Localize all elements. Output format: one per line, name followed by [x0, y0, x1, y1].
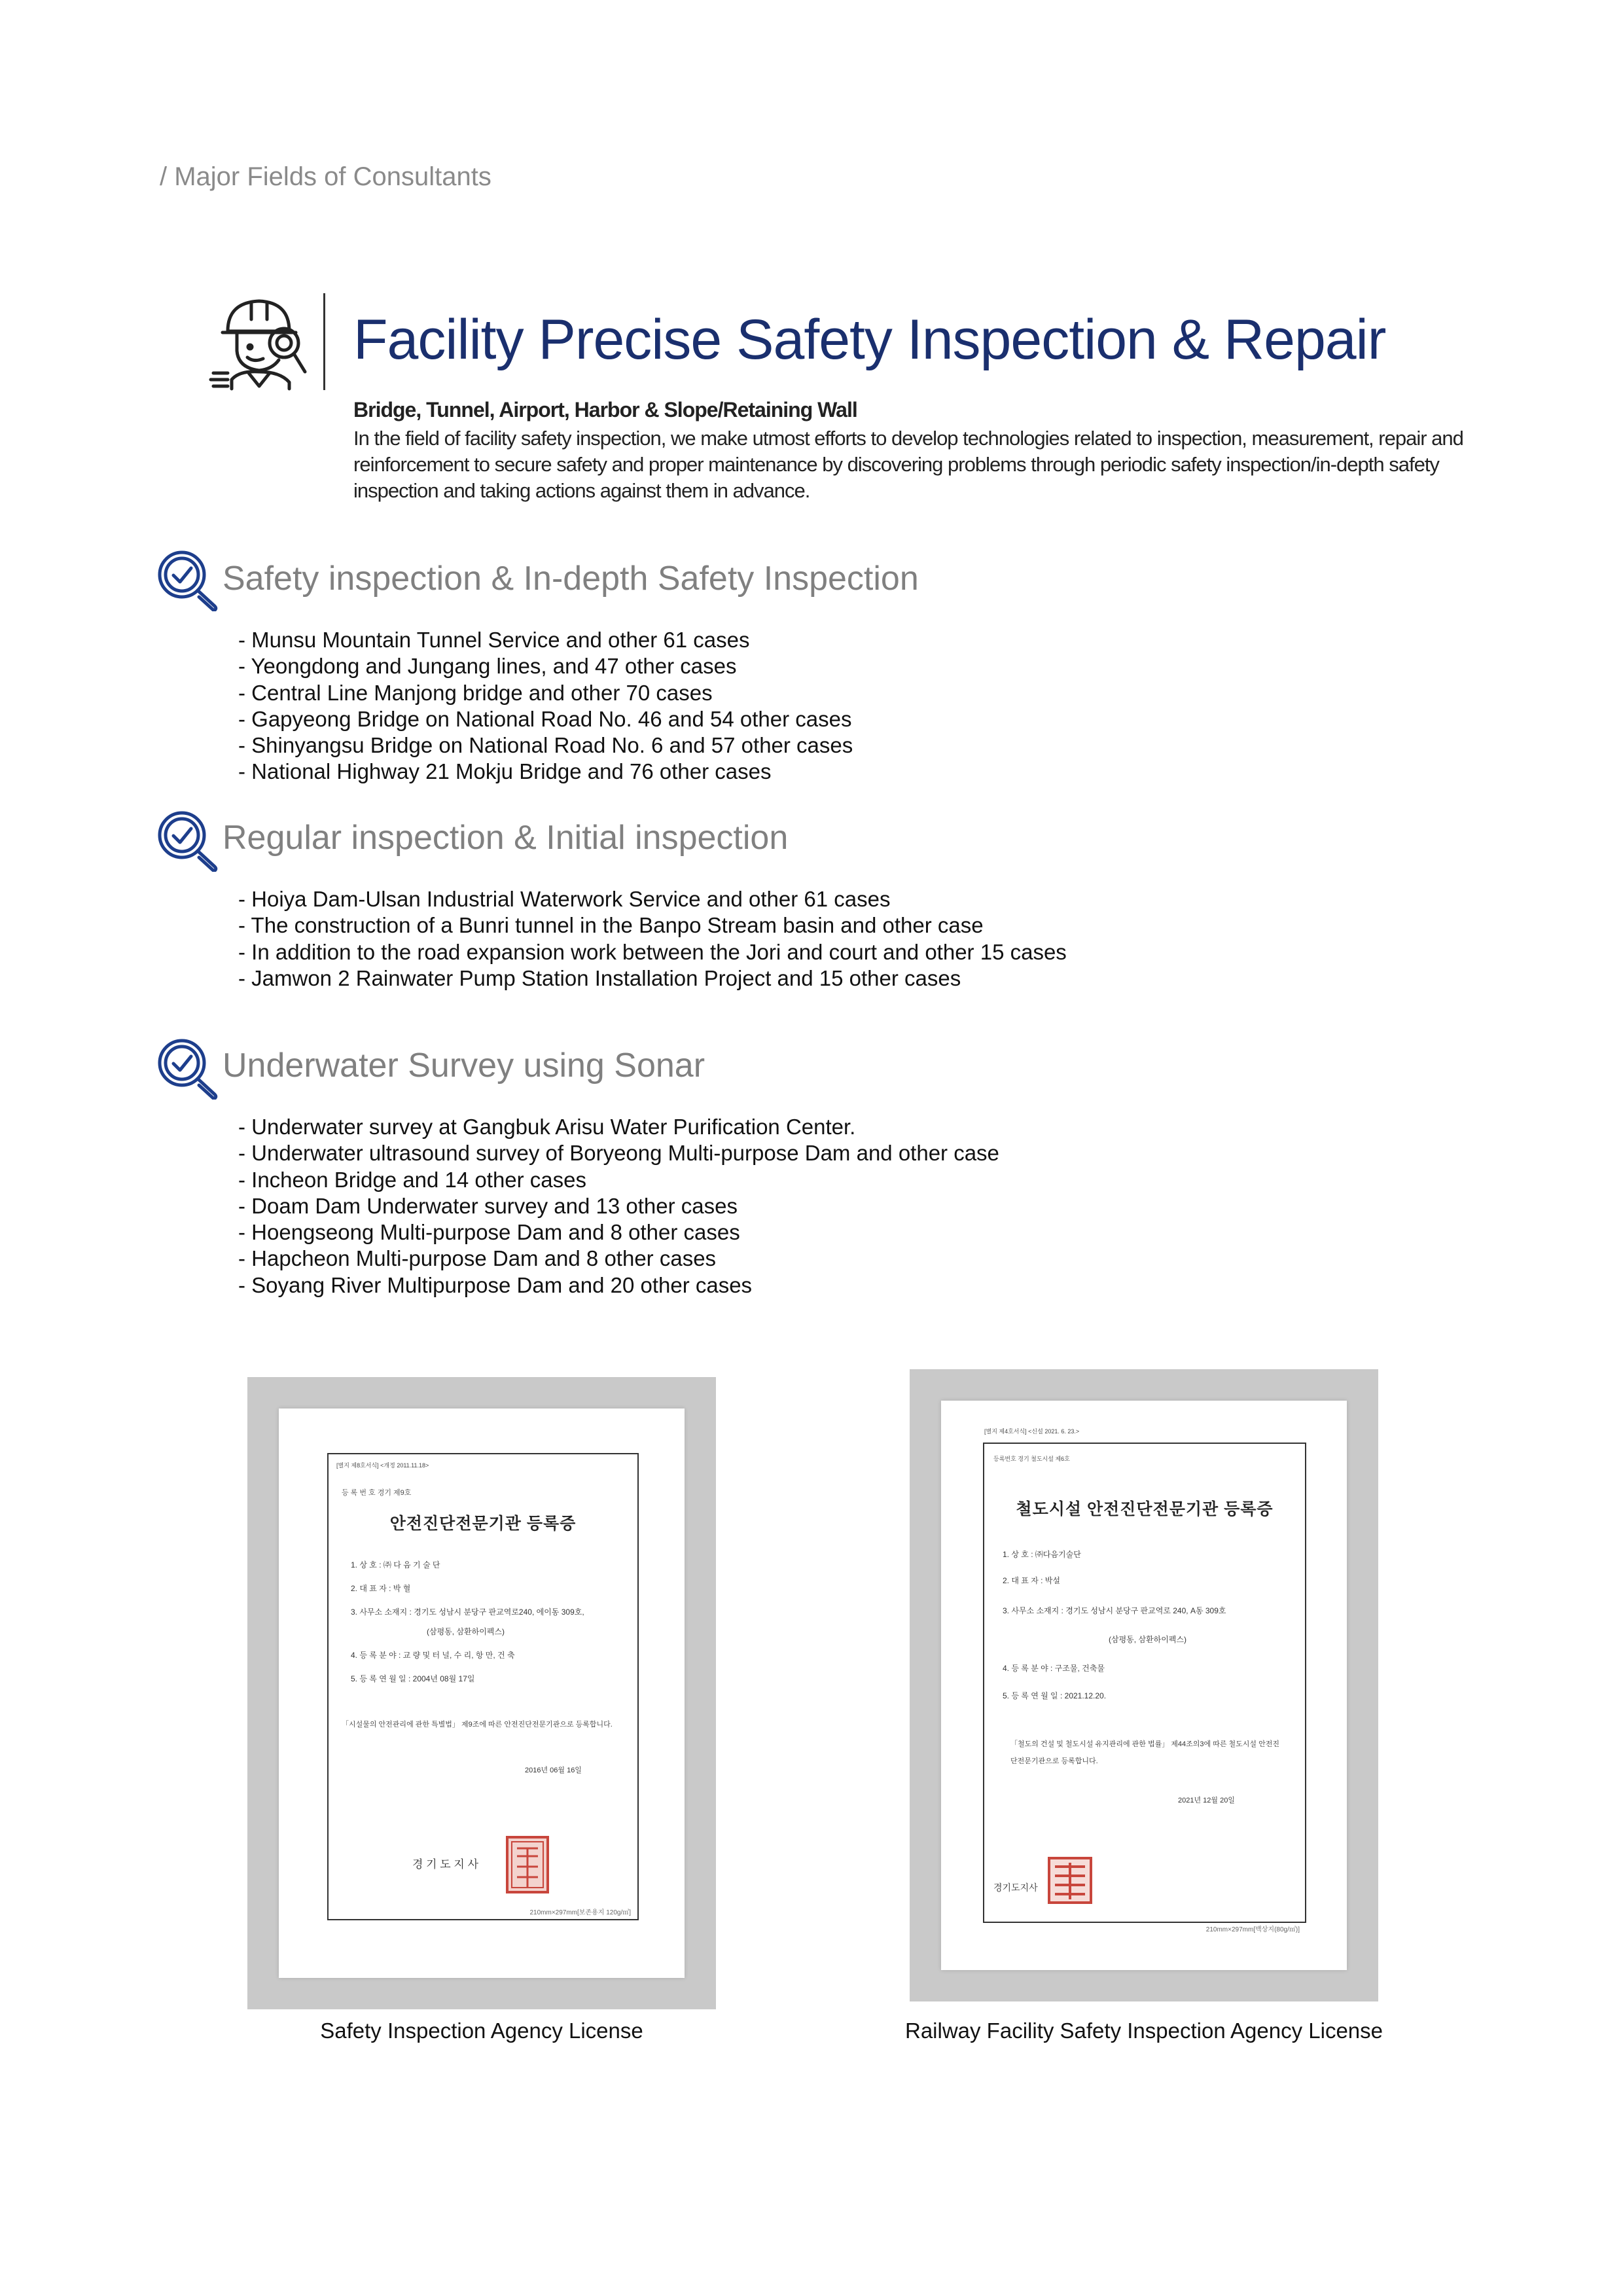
section-list-underwater-survey [238, 1114, 999, 1299]
document-title: 안전진단전문기관 등록증 [389, 1515, 577, 1533]
field-address: 3. 사무소 소재지 : 경기도 성남시 분당구 판교역로240, 에이동 309호, [351, 1607, 584, 1617]
field-company: 1. 상 호 : ㈜ 다 음 기 술 단 [351, 1560, 440, 1570]
field-registration-area: 4. 등 록 분 야 : 교 량 및 터 널, 수 리, 항 만, 건 축 [351, 1651, 515, 1660]
list-item: - National Highway 21 Mokju Bridge and 76 other cases [238, 759, 772, 784]
license-document [327, 1453, 639, 1920]
list-item: - Incheon Bridge and 14 other cases [238, 1167, 587, 1192]
section-title-safety-inspection: Safety inspection & In-depth Safety Inspection [223, 560, 919, 598]
license-frame-railway [910, 1369, 1378, 2001]
document-title: 철도시설 안전진단전문기관 등록증 [1016, 1500, 1274, 1518]
license-caption-safety: Safety Inspection Agency License [320, 2018, 643, 2043]
inspector-worker-icon [208, 291, 313, 395]
list-item: - Doam Dam Underwater survey and 13 other cases [238, 1193, 738, 1218]
list-item: - Hoiya Dam-Ulsan Industrial Waterwork Service and other 61 cases [238, 887, 891, 911]
form-number: [별지 제4호서식] <신설 2021. 6. 23.> [984, 1428, 1080, 1435]
list-item: - Jamwon 2 Rainwater Pump Station Installation Project and 15 other cases [238, 965, 961, 990]
document-statement: 「철도의 건설 및 철도시설 유지관리에 관한 법률」 제44조의3에 따른 철도시설 안전진단전문기관으로 등록합니다. [1010, 1740, 1279, 1765]
registration-number: 등록번호 경기 철도시설 제6호 [993, 1456, 1070, 1462]
field-registration-area: 4. 등 록 분 야 : 구조물, 건축물 [1003, 1664, 1105, 1673]
document-footer: 210mm×297mm[백상지(80g/㎡)] [1205, 1926, 1300, 1933]
license-frame-safety [247, 1377, 716, 2009]
license-image-railway [941, 1401, 1347, 1970]
list-item: - Shinyangsu Bridge on National Road No. 6 and 57 other cases [238, 733, 853, 758]
field-representative: 2. 대 표 자 : 박설 [1003, 1576, 1060, 1585]
field-address-detail: (삼평동, 삼환하이펙스) [1109, 1635, 1186, 1644]
breadcrumb: / Major Fields of Consultants [160, 162, 491, 191]
field-registration-date: 5. 등 록 연 월 일 : 2021.12.20. [1003, 1691, 1107, 1700]
field-address-detail: (삼평동, 삼환하이펙스) [427, 1627, 505, 1636]
registration-number: 등 록 번 호 경기 제9호 [342, 1489, 412, 1497]
section-list-regular-inspection [238, 886, 1067, 992]
license-document [983, 1428, 1306, 1933]
document-statement: 「시설물의 안전관리에 관한 특별법」 제9조에 따른 안전진단전문기관으로 등록합니다. [342, 1721, 613, 1729]
official-seal-icon [505, 1835, 550, 1894]
list-item: - The construction of a Bunri tunnel in the Banpo Stream basin and other case [238, 913, 984, 938]
section-title-regular-inspection: Regular inspection & Initial inspection [223, 819, 789, 857]
page-subtitle: Bridge, Tunnel, Airport, Harbor & Slope/Retaining Wall [353, 398, 857, 422]
magnifier-check-icon [153, 809, 223, 872]
license-image-safety [279, 1408, 685, 1978]
list-item: - Yeongdong and Jungang lines, and 47 other cases [238, 654, 737, 679]
field-company: 1. 상 호 : ㈜다음기술단 [1003, 1550, 1081, 1559]
section-list-safety-inspection [238, 627, 853, 785]
list-item: - Munsu Mountain Tunnel Service and other 61 cases [238, 628, 750, 652]
list-item: - In addition to the road expansion work between the Jori and court and other 15 cases [238, 939, 1067, 964]
license-caption-railway: Railway Facility Safety Inspection Agency License [904, 2018, 1383, 2043]
list-item: - Hapcheon Multi-purpose Dam and 8 other cases [238, 1246, 717, 1271]
list-item: - Hoengseong Multi-purpose Dam and 8 other cases [238, 1220, 740, 1245]
list-item: - Underwater survey at Gangbuk Arisu Water Purification Center. [238, 1115, 856, 1139]
magnifier-check-icon [153, 1037, 223, 1100]
field-representative: 2. 대 표 자 : 박 혈 [351, 1584, 411, 1593]
issuer: 경 기 도 지 사 [412, 1858, 479, 1871]
official-seal-icon [1047, 1856, 1093, 1905]
page-title: Facility Precise Safety Inspection & Repair [353, 308, 1386, 371]
issuer: 경기도지사 [993, 1882, 1038, 1893]
field-address: 3. 사무소 소재지 : 경기도 성남시 분당구 판교역로 240, A동 309호 [1003, 1606, 1226, 1615]
intro-paragraph: In the field of facility safety inspection, we make utmost efforts to develop technologies related to inspection, measurement, repair and reinforcement to secure safety and proper maintenance by discovering problems through periodic safety inspection/in-depth safety inspection and taking actions against them in advance. [353, 427, 1463, 502]
section-title-underwater-survey: Underwater Survey using Sonar [223, 1047, 705, 1085]
list-item: - Central Line Manjong bridge and other 70 cases [238, 680, 713, 705]
form-number: [별지 제8호서식] <개정 2011.11.18> [336, 1462, 429, 1469]
list-item: - Underwater ultrasound survey of Boryeong Multi-purpose Dam and other case [238, 1141, 999, 1166]
document-footer: 210mm×297mm[보존용지 120g/㎡] [529, 1909, 631, 1916]
header-divider [323, 293, 325, 390]
list-item: - Soyang River Multipurpose Dam and 20 other cases [238, 1272, 753, 1297]
field-registration-date: 5. 등 록 연 월 일 : 2004년 08월 17일 [351, 1674, 475, 1683]
list-item: - Gapyeong Bridge on National Road No. 46 and 54 other cases [238, 706, 852, 731]
issue-date: 2016년 06월 16일 [525, 1767, 582, 1774]
issue-date: 2021년 12월 20일 [1178, 1797, 1235, 1804]
magnifier-check-icon [153, 548, 223, 611]
